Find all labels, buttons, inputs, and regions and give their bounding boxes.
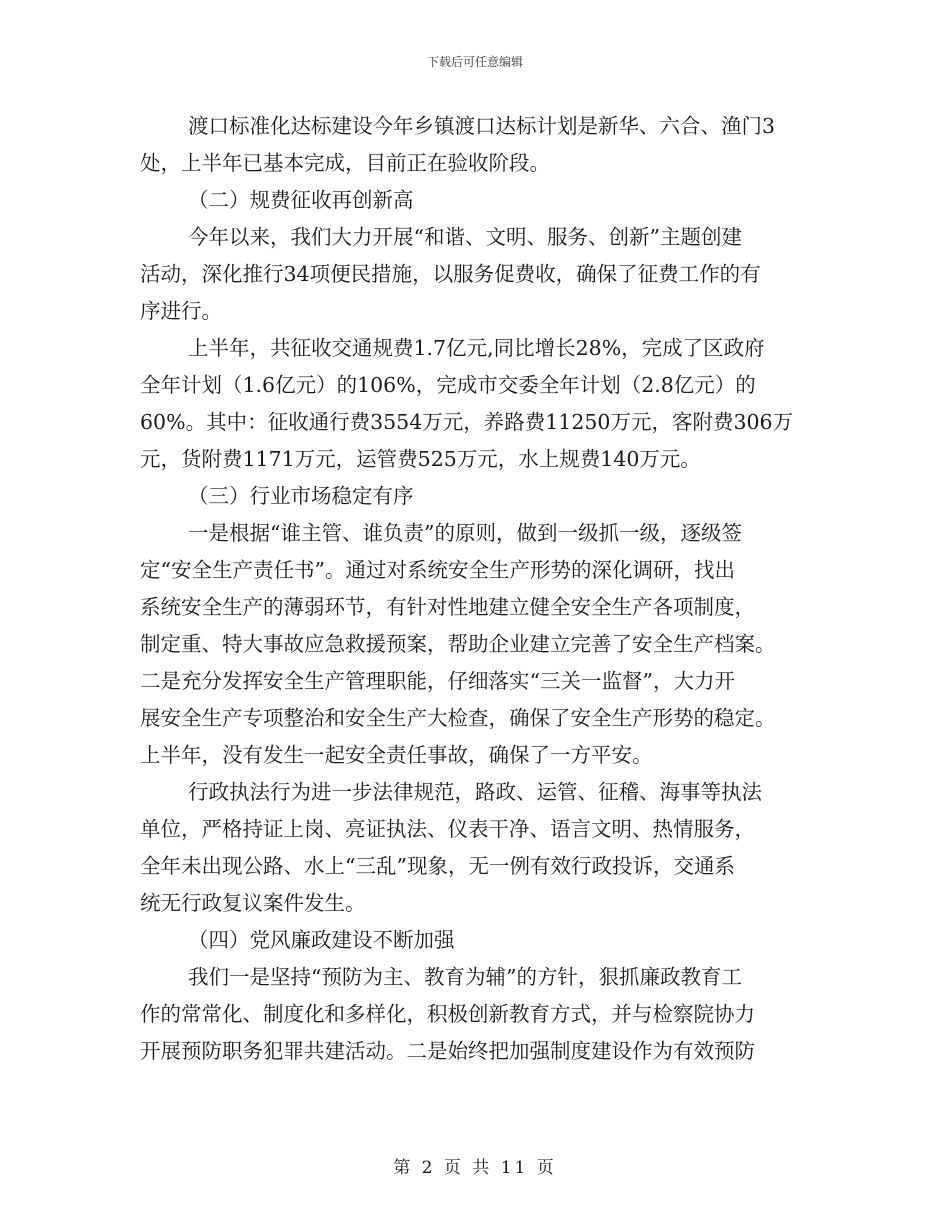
paragraph-line: 60%。其中：征收通行费3554万元，养路费11250万元，客附费306万	[140, 410, 794, 434]
paragraph-line: 我们一是坚持“预防为主、教育为辅”的方针，狠抓廉政教育工	[188, 965, 742, 989]
paragraph-line: 今年以来，我们大力开展“和谐、文明、服务、创新”主题创建	[188, 225, 742, 249]
paragraph-line: 元，货附费1171万元，运管费525万元，水上规费140万元。	[140, 447, 701, 471]
paragraph-line: 渡口标准化达标建设今年乡镇渡口达标计划是新华、六合、渔门3	[188, 114, 776, 138]
paragraph-line: 一是根据“谁主管、谁负责”的原则，做到一级抓一级，逐级签	[188, 521, 742, 545]
paragraph-line: 序进行。	[140, 299, 222, 323]
paragraph-line: 单位，严格持证上岗、亮证执法、仪表干净、语言文明、热情服务，	[140, 817, 755, 841]
paragraph-line: 二是充分发挥安全生产管理职能，仔细落实“三关一监督”，大力开	[140, 669, 735, 693]
section-heading: （四）党风廉政建设不断加强	[188, 928, 455, 952]
section-heading: （二）规费征收再创新高	[188, 188, 414, 212]
paragraph-line: 作的常常化、制度化和多样化，积极创新教育方式，并与检察院协力	[140, 1002, 755, 1026]
paragraph-line: 统无行政复议案件发生。	[140, 891, 366, 915]
paragraph-line: 处，上半年已基本完成，目前正在验收阶段。	[140, 151, 550, 175]
paragraph-line: 开展预防职务犯罪共建活动。二是始终把加强制度建设作为有效预防	[140, 1039, 755, 1063]
paragraph-line: 全年未出现公路、水上“三乱”现象，无一例有效行政投诉，交通系	[140, 854, 735, 878]
paragraph-line: 定“安全生产责任书”。通过对系统安全生产形势的深化调研，找出	[140, 558, 735, 582]
paragraph-line: 展安全生产专项整治和安全生产大检查，确保了安全生产形势的稳定。	[140, 706, 776, 730]
paragraph-line: 上半年，没有发生一起安全责任事故，确保了一方平安。	[140, 743, 653, 767]
page-header-note: 下载后可任意编辑	[426, 55, 523, 69]
page-footer-number: 第 2 页 共 11 页	[393, 1158, 557, 1178]
paragraph-line: 活动，深化推行34项便民措施，以服务促费收，确保了征费工作的有	[140, 262, 761, 286]
paragraph-line: 行政执法行为进一步法律规范，路政、运管、征稽、海事等执法	[188, 780, 762, 804]
paragraph-line: 全年计划（1.6亿元）的106%，完成市交委全年计划（2.8亿元）的	[140, 373, 756, 397]
paragraph-line: 系统安全生产的薄弱环节，有针对性地建立健全安全生产各项制度，	[140, 595, 755, 619]
body-text	[140, 108, 812, 1070]
paragraph-line: 制定重、特大事故应急救援预案，帮助企业建立完善了安全生产档案。	[140, 632, 776, 656]
paragraph-line: 上半年，共征收交通规费1.7亿元,同比增长28%，完成了区政府	[188, 336, 765, 360]
section-heading: （三）行业市场稳定有序	[188, 484, 414, 508]
